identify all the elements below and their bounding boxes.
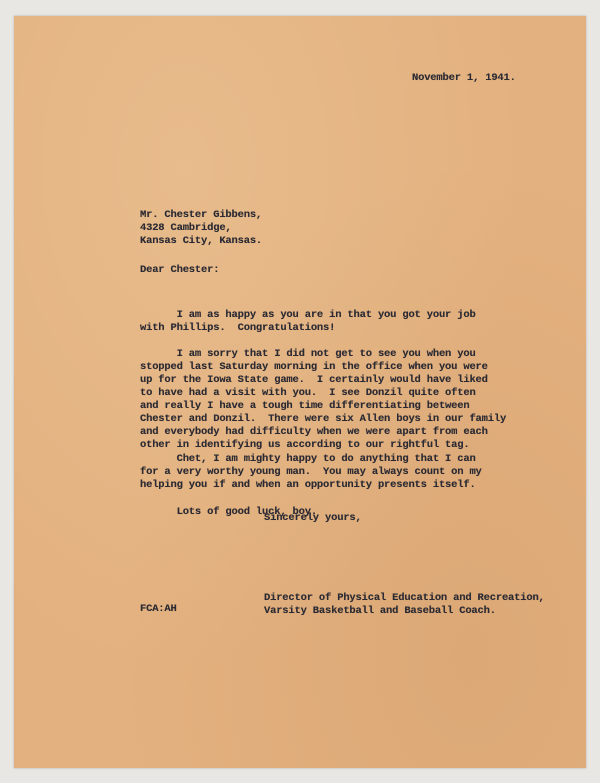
paragraph-line: I am sorry that I did not get to see you when you <box>140 348 476 360</box>
paragraph-line: I am as happy as you are in that you got your job <box>140 309 476 321</box>
signature-line: Director of Physical Education and Recreation, <box>264 592 545 604</box>
paragraph-line: helping you if and when an opportunity presents itself. <box>140 479 476 491</box>
paragraph-3 <box>140 440 482 492</box>
paragraph-line: Lots of good luck, boy. <box>140 506 317 518</box>
signature-line: Varsity Basketball and Baseball Coach. <box>264 605 496 617</box>
salutation: Dear Chester: <box>140 264 220 276</box>
letter-date: November 1, 1941. <box>412 72 516 84</box>
paragraph-2 <box>140 335 506 452</box>
paragraph-line: up for the Iowa State game. I certainly would have liked <box>140 374 488 386</box>
paragraph-line: stopped last Saturday morning in the office when you were <box>140 361 488 373</box>
paragraph-line: Chester and Donzil. There were six Allen boys in our family <box>140 413 507 425</box>
recipient-address <box>140 209 262 248</box>
letter-page <box>14 16 586 768</box>
paragraph-1 <box>140 296 476 335</box>
address-line: Mr. Chester Gibbens, <box>140 209 263 221</box>
paragraph-line: and everybody had difficulty when we were apart from each <box>140 426 488 438</box>
address-line: 4328 Cambridge, <box>140 222 232 234</box>
reference-initials: FCA:AH <box>140 603 177 615</box>
paragraph-line: and really I have a tough time differentiating between <box>140 400 470 412</box>
signature-title <box>264 592 545 618</box>
paragraph-line: to have had a visit with you. I see Donzil quite often <box>140 387 476 399</box>
address-line: Kansas City, Kansas. <box>140 235 263 247</box>
closing: Sincerely yours, <box>264 512 362 524</box>
paragraph-line: with Phillips. Congratulations! <box>140 322 336 334</box>
paragraph-line: Chet, I am mighty happy to do anything that I can <box>140 453 476 465</box>
paragraph-line: other in identifying us according to our rightful tag. <box>140 439 470 451</box>
paragraph-line: for a very worthy young man. You may always count on my <box>140 466 482 478</box>
